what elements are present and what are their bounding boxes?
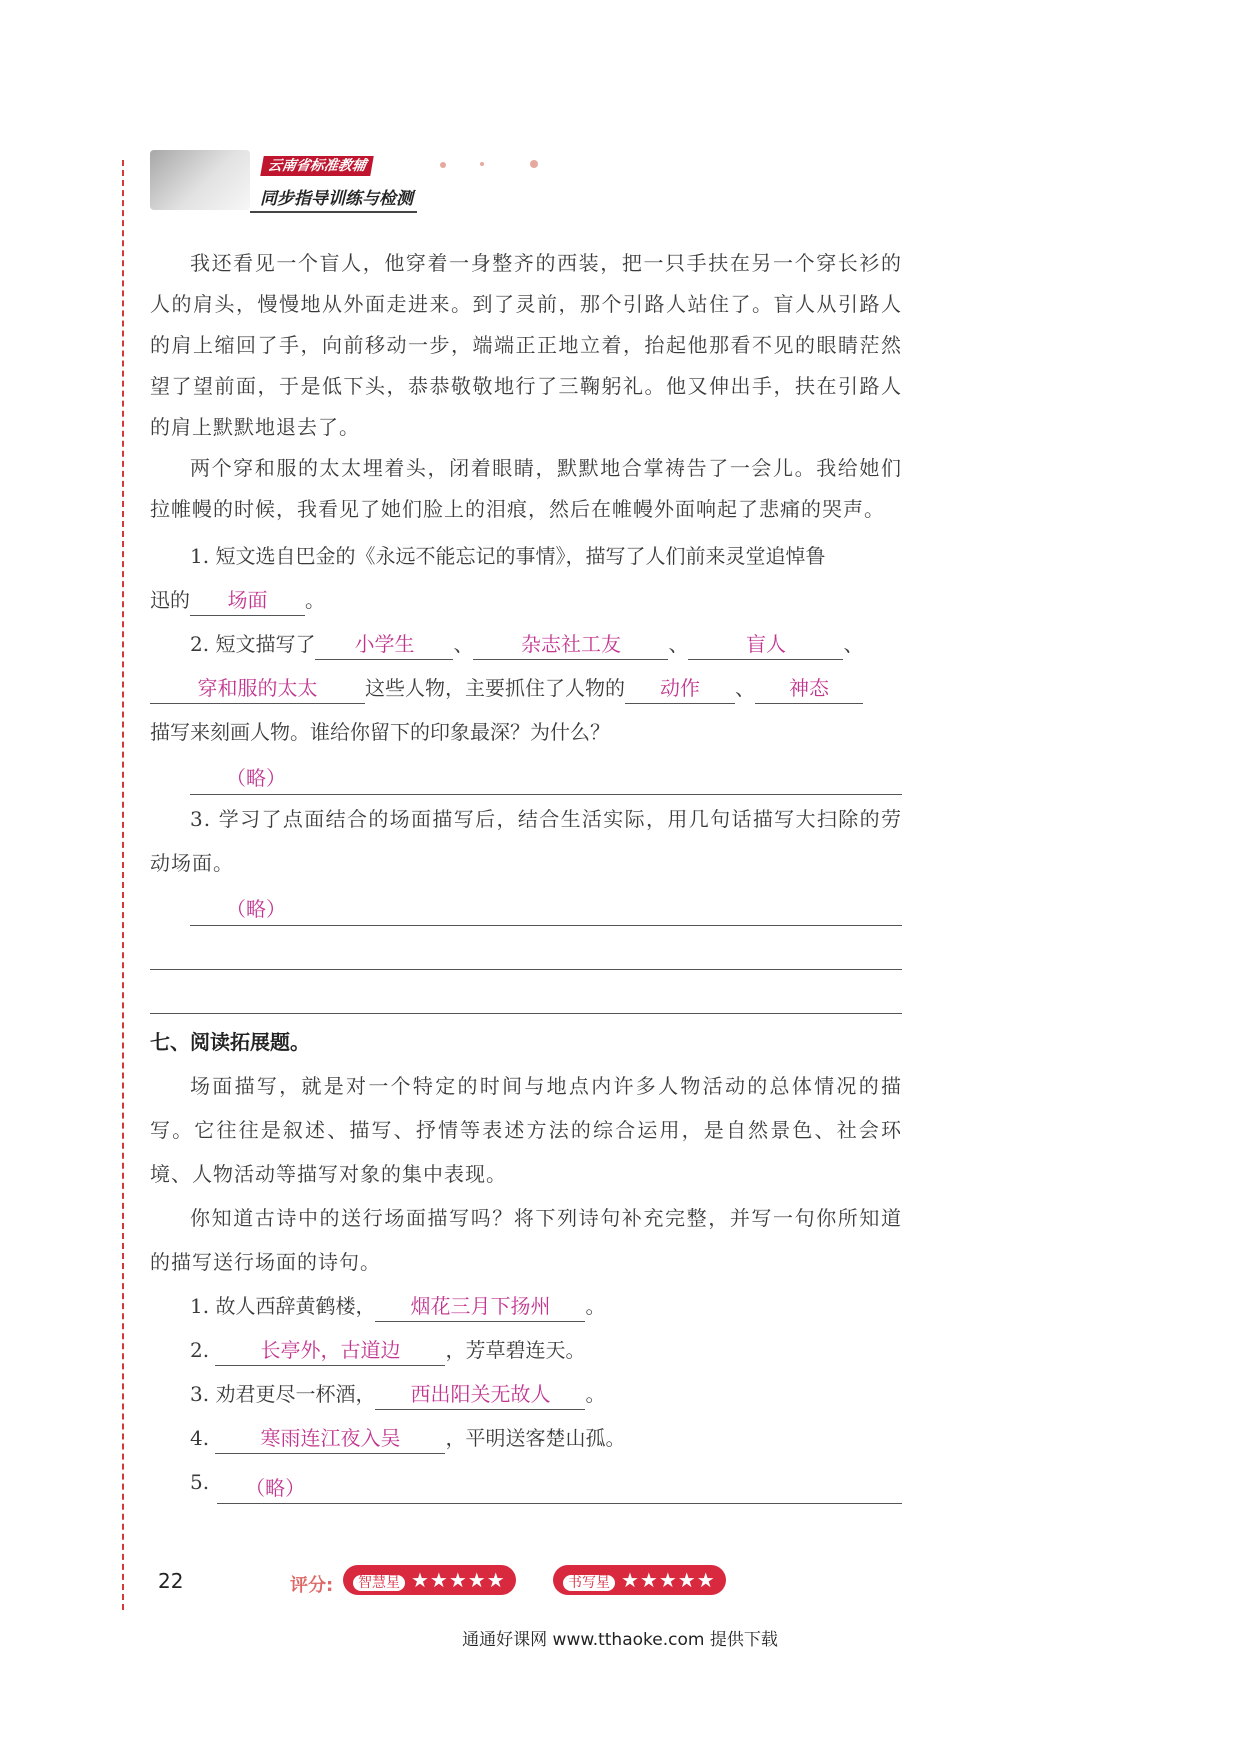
poem-item: 5. （略） bbox=[150, 1460, 902, 1504]
q1-line: 1. 短文选自巴金的《永远不能忘记的事情》，描写了人们前来灵堂追悼鲁 bbox=[190, 544, 826, 568]
q3-blank-line[interactable] bbox=[150, 926, 902, 970]
poem-answer[interactable]: 烟花三月下扬州 bbox=[375, 1291, 585, 1322]
poem-answer[interactable]: （略） bbox=[217, 1473, 902, 1504]
decorative-dots bbox=[440, 160, 560, 170]
q3-text: 3. 学习了点面结合的场面描写后，结合生活实际，用几句话描写大扫除的劳动场面。 bbox=[150, 807, 902, 875]
q3-answer-line[interactable]: （略） bbox=[190, 885, 902, 926]
star-icons[interactable]: ★★★★★ bbox=[621, 1568, 716, 1592]
q2-answer-1[interactable]: 小学生 bbox=[315, 629, 453, 660]
q2-answer-line[interactable]: （略） bbox=[190, 754, 902, 795]
score-label: 评分: bbox=[290, 1575, 334, 1596]
poem-item: 2. 长亭外，古道边 ，芳草碧连天。 bbox=[150, 1328, 902, 1372]
passage-paragraph: 我还看见一个盲人，他穿着一身整齐的西装，把一只手扶在另一个穿长衫的人的肩头，慢慢地从外面走进来。到了灵前，那个引路人站住了。盲人从引路人的肩上缩回了手，向前移动一步，端端正正地立着，抬起他那看不见的眼睛茫然望了望前面，于是低下头，恭恭敬敬地行了三鞠躬礼。他又伸出手，扶在引路人的肩上默默地退去了。 bbox=[150, 251, 902, 439]
page-content bbox=[150, 243, 902, 1504]
q2-line: 2. 短文描写了 小学生 、 杂志社工友 、 盲人 、 bbox=[150, 622, 902, 666]
q2-line: 穿和服的太太 这些人物，主要抓住了人物的 动作 、 神态 bbox=[150, 666, 902, 710]
book-title: 同步指导训练与检测 bbox=[250, 184, 417, 213]
section-title: 七、阅读拓展题。 bbox=[150, 1030, 310, 1054]
section-intro: 你知道古诗中的送行场面描写吗？将下列诗句补充完整，并写一句你所知道的描写送行场面的诗句。 bbox=[150, 1206, 902, 1274]
q2-answer-5[interactable]: 动作 bbox=[625, 673, 735, 704]
section-intro: 场面描写，就是对一个特定的时间与地点内许多人物活动的总体情况的描写。它往往是叙述、描写、抒情等表述方法的综合运用，是自然景色、社会环境、人物活动等描写对象的集中表现。 bbox=[150, 1074, 902, 1186]
download-watermark: 通通好课网 www.tthaoke.com 提供下载 bbox=[462, 1630, 778, 1650]
series-tag: 云南省标准教辅 bbox=[260, 156, 374, 176]
q2-answer-3[interactable]: 盲人 bbox=[688, 629, 843, 660]
cut-line bbox=[122, 160, 124, 1610]
badge-label: 书写星 bbox=[563, 1575, 615, 1591]
page-footer bbox=[150, 1565, 910, 1605]
poem-item: 3. 劝君更尽一杯酒， 西出阳关无故人 。 bbox=[150, 1372, 902, 1416]
poem-answer[interactable]: 长亭外，古道边 bbox=[215, 1335, 445, 1366]
poem-answer[interactable]: 西出阳关无故人 bbox=[375, 1379, 585, 1410]
page-number: 22 bbox=[158, 1569, 184, 1593]
poem-item: 1. 故人西辞黄鹤楼， 烟花三月下扬州 。 bbox=[150, 1284, 902, 1328]
q1-answer-line: 迅的 场面 。 bbox=[150, 578, 902, 622]
passage-paragraph: 两个穿和服的太太埋着头，闭着眼睛，默默地合掌祷告了一会儿。我给她们拉帷幔的时候，我看见了她们脸上的泪痕，然后在帷幔外面响起了悲痛的哭声。 bbox=[150, 456, 902, 521]
q2-line: 描写来刻画人物。谁给你留下的印象最深？为什么？ bbox=[150, 720, 610, 744]
wisdom-star-rating[interactable] bbox=[343, 1565, 516, 1595]
q1-answer[interactable]: 场面 bbox=[190, 585, 305, 616]
q2-answer-4[interactable]: 穿和服的太太 bbox=[150, 673, 365, 704]
q3-blank-line[interactable] bbox=[150, 970, 902, 1014]
poem-answer[interactable]: 寒雨连江夜入吴 bbox=[215, 1423, 445, 1454]
writing-star-rating[interactable] bbox=[553, 1565, 726, 1595]
book-header bbox=[150, 150, 450, 220]
star-icons[interactable]: ★★★★★ bbox=[411, 1568, 506, 1592]
q2-answer-6[interactable]: 神态 bbox=[755, 673, 863, 704]
q2-answer-2[interactable]: 杂志社工友 bbox=[473, 629, 668, 660]
badge-label: 智慧星 bbox=[353, 1575, 405, 1591]
poem-item: 4. 寒雨连江夜入吴 ，平明送客楚山孤。 bbox=[150, 1416, 902, 1460]
header-photo bbox=[150, 150, 250, 210]
